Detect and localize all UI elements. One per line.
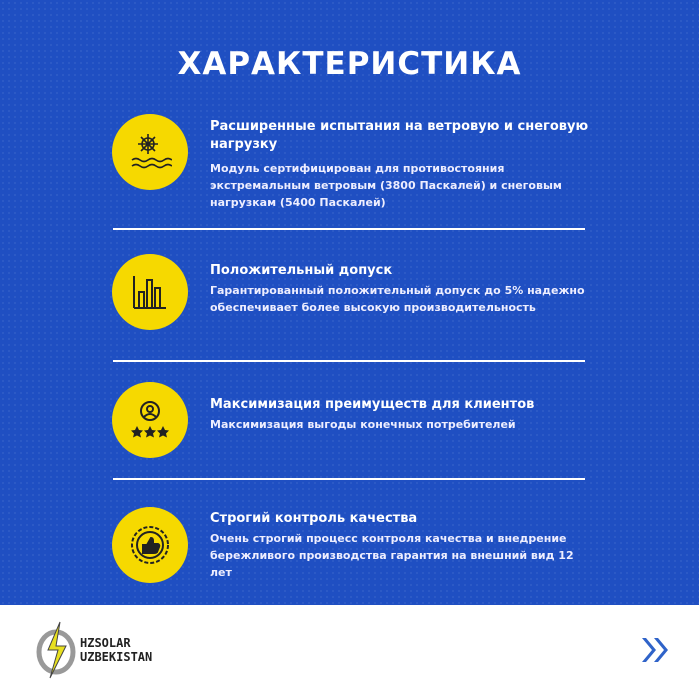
divider — [113, 478, 585, 480]
feature-heading: Максимизация преимуществ для клиентов — [210, 397, 535, 412]
footer — [0, 605, 699, 699]
divider — [113, 360, 585, 362]
feature-heading: Строгий контроль качества — [210, 511, 418, 526]
double-chevron-right-icon — [640, 635, 670, 665]
feature-item — [210, 118, 590, 211]
feature-description: Гарантированный положительный допуск до 5% надежно обеспечивает более высокую производительность — [210, 284, 585, 314]
divider — [113, 228, 585, 230]
logo-line2: UZBEKISTAN — [80, 650, 153, 664]
logo-line1: HZSOLAR — [80, 636, 131, 650]
next-button[interactable] — [640, 635, 670, 669]
hzsolar-logo — [36, 618, 152, 682]
feature-heading: Положительный допуск — [210, 263, 393, 278]
feature-item — [210, 396, 590, 433]
feature-item — [210, 262, 590, 316]
feature-heading: Расширенные испытания на ветровую и снеговую нагрузку — [210, 119, 589, 152]
feature-description: Модуль сертифицирован для противостояния экстремальным ветровым (3800 Паскалей) и снеговым нагрузкам (5400 Паскалей) — [210, 162, 562, 209]
page-title: ХАРАКТЕРИСТИКА — [177, 46, 522, 82]
feature-description: Максимизация выгоды конечных потребителей — [210, 418, 516, 431]
customer-rating-icon — [112, 382, 188, 458]
feature-item — [210, 510, 590, 581]
wind-snow-icon — [112, 114, 188, 190]
quality-badge-icon — [112, 507, 188, 583]
bar-chart-icon — [112, 254, 188, 330]
feature-description: Очень строгий процесс контроля качества и внедрение бережливого производства гарантия на внешний вид 12 лет — [210, 532, 574, 579]
